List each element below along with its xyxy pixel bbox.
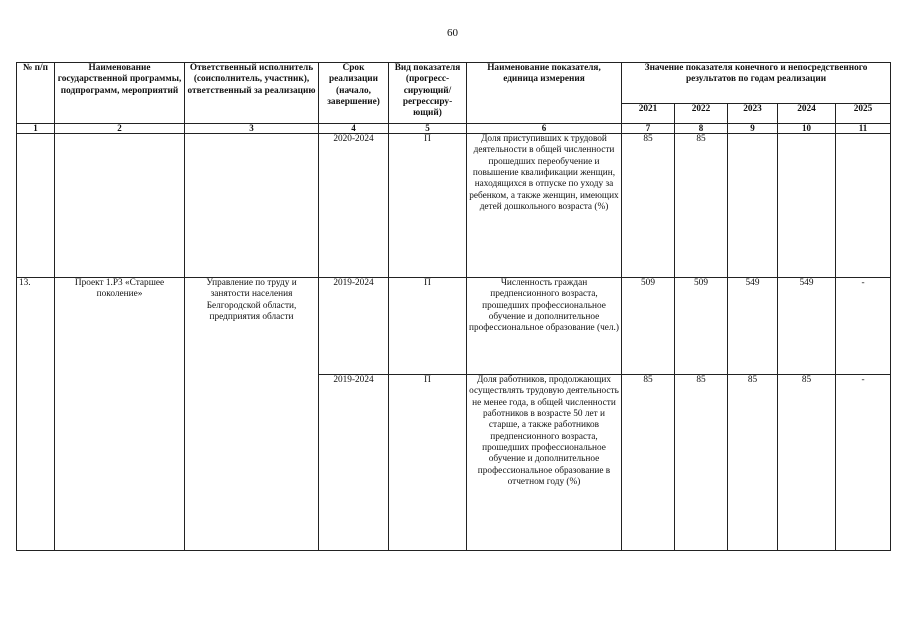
column-number: 8: [675, 124, 728, 134]
header-year: 2021: [622, 104, 675, 124]
row-value-2023: [728, 134, 778, 278]
column-number: 3: [185, 124, 319, 134]
header-executor: Ответственный исполнитель (соисполнитель, участник), ответственный за реализацию: [185, 63, 319, 124]
row-type-cell: П: [389, 278, 467, 375]
row-value-2024: [778, 134, 836, 278]
column-number: 9: [728, 124, 778, 134]
row-value-2021: 509: [622, 278, 675, 375]
row-term-cell: 2019-2024: [319, 375, 389, 551]
row-term-cell: 2019-2024: [319, 278, 389, 375]
row-value-2023: 549: [728, 278, 778, 375]
row-value-2025: -: [836, 375, 891, 551]
header-indicator-type: Вид показателя (прогресс-сирующий/ регрессиру-ющий): [389, 63, 467, 124]
table-row: [17, 134, 891, 278]
header-term: Срок реализации (начало, завершение): [319, 63, 389, 124]
column-number: 10: [778, 124, 836, 134]
row-program-cell: Проект 1.Р3 «Старшее поколение»: [55, 278, 185, 551]
row-value-2024: 85: [778, 375, 836, 551]
column-number: 2: [55, 124, 185, 134]
header-year: 2025: [836, 104, 891, 124]
row-type-cell: П: [389, 134, 467, 278]
column-number: 1: [17, 124, 55, 134]
row-value-2021: 85: [622, 375, 675, 551]
row-type-cell: П: [389, 375, 467, 551]
header-num: № п/п: [17, 63, 55, 124]
row-indicator-cell: Доля приступивших к трудовой деятельности в общей численности прошедших переобучение и повышение квалификации женщин, находящихся в отпуске по уходу за ребенком, а также женщин, имеющих детей дошкольного возраста (%): [467, 134, 622, 278]
row-value-2022: 85: [675, 134, 728, 278]
row-value-2022: 85: [675, 375, 728, 551]
header-indicator-name: Наименование показателя, единица измерения: [467, 63, 622, 124]
row-term-cell: 2020-2024: [319, 134, 389, 278]
row-value-2021: 85: [622, 134, 675, 278]
row-num-cell: [17, 134, 55, 278]
row-value-2025: -: [836, 278, 891, 375]
row-value-2025: [836, 134, 891, 278]
row-value-2024: 549: [778, 278, 836, 375]
row-executor-cell: Управление по труду и занятости населения Белгородской области, предприятия области: [185, 278, 319, 551]
column-number: 11: [836, 124, 891, 134]
table-row: [17, 278, 891, 375]
indicators-table: [16, 62, 891, 551]
header-year: 2024: [778, 104, 836, 124]
header-program: Наименование государственной программы, подпрограмм, мероприятий: [55, 63, 185, 124]
page-number: 60: [447, 27, 458, 39]
column-number: 7: [622, 124, 675, 134]
row-indicator-cell: Доля работников, продолжающих осуществлять трудовую деятельность не менее года, в общей численности работников в возрасте 50 лет и старше, а также работников предпенсионного возраста, прошедших профессиональное обучение и дополнительное профессиональное образование в отчетном году (%): [467, 375, 622, 551]
column-number: 6: [467, 124, 622, 134]
header-year: 2022: [675, 104, 728, 124]
row-executor-cell: [185, 134, 319, 278]
row-num-cell: 13.: [17, 278, 55, 551]
header-year: 2023: [728, 104, 778, 124]
row-indicator-cell: Численность граждан предпенсионного возраста, прошедших профессиональное обучение и дополнительное профессиональное образование (чел.): [467, 278, 622, 375]
row-value-2022: 509: [675, 278, 728, 375]
row-value-2023: 85: [728, 375, 778, 551]
column-number: 4: [319, 124, 389, 134]
row-program-cell: [55, 134, 185, 278]
header-values-group: Значение показателя конечного и непосредственного результатов по годам реализации: [622, 63, 891, 104]
column-number: 5: [389, 124, 467, 134]
